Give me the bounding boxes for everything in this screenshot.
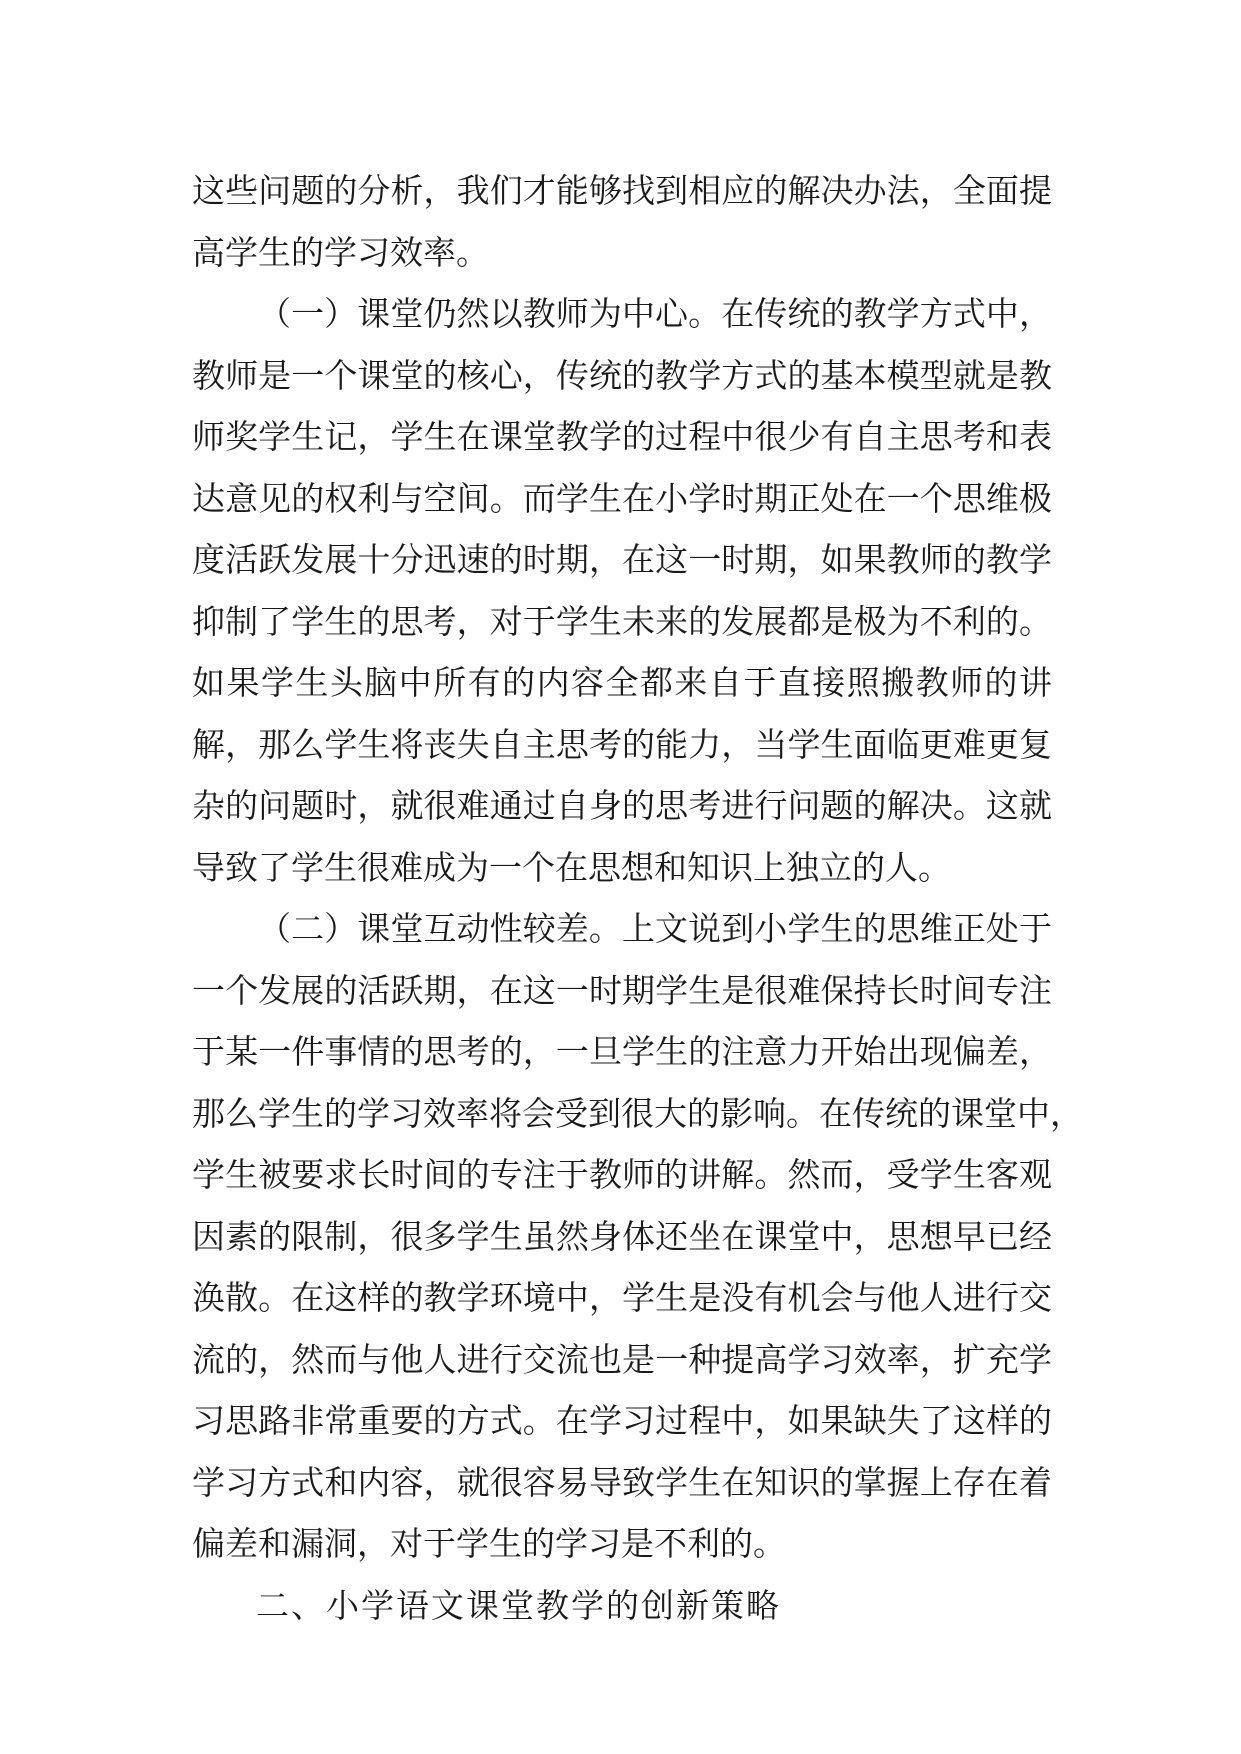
paragraph-line: 导致了学生很难成为一个在思想和知识上独立的人。 [192,847,951,887]
paragraph-line: 学习方式和内容，就很容易导致学生在知识的掌握上存在着 [192,1462,1052,1502]
paragraph-line: 偏差和漏洞，对于学生的学习是不利的。 [192,1524,786,1563]
paragraph-line: 这些问题的分析，我们才能够找到相应的解决办法，全面提 [192,171,1052,210]
paragraph-line: 抑制了学生的思考，对于学生未来的发展都是极为不利的。 [192,601,1052,641]
paragraph-line: （二）课堂互动性较差。上文说到小学生的思维正处于 [258,909,1052,948]
paragraph-line: 流的，然而与他人进行交流也是一种提高学习效率，扩充学 [192,1339,1052,1379]
paragraph-line: 那么学生的学习效率将会受到很大的影响。在传统的课堂中， [192,1093,1083,1133]
body-text [192,160,1083,1636]
paragraph-line: （一）课堂仍然以教师为中心。在传统的教学方式中， [258,294,1052,333]
paragraph-line: 如果学生头脑中所有的内容全都来自于直接照搬教师的讲 [192,663,1052,702]
paragraph-line: 解，那么学生将丧失自主思考的能力，当学生面临更难更复 [192,724,1052,764]
paragraph-line: 一个发展的活跃期，在这一时期学生是很难保持长时间专注 [192,970,1052,1010]
paragraph-line: 达意见的权利与空间。而学生在小学时期正处在一个思维极 [192,478,1052,518]
paragraph-line: 因素的限制，很多学生虽然身体还坐在课堂中，思想早已经 [192,1216,1052,1256]
section-heading: 二、小学语文课堂教学的创新策略 [256,1585,781,1625]
paragraph-line: 度活跃发展十分迅速的时期，在这一时期，如果教师的教学 [192,540,1052,579]
paragraph-line: 师奖学生记，学生在课堂教学的过程中很少有自主思考和表 [192,417,1052,456]
paragraph-line: 学生被要求长时间的专注于教师的讲解。然而，受学生客观 [192,1155,1052,1194]
paragraph-line: 于某一件事情的思考的，一旦学生的注意力开始出现偏差， [192,1032,1052,1071]
paragraph-line: 高学生的学习效率。 [192,232,489,272]
paragraph-line: 教师是一个课堂的核心，传统的教学方式的基本模型就是教 [192,355,1052,395]
paragraph-line: 涣散。在这样的教学环境中，学生是没有机会与他人进行交 [192,1278,1052,1317]
paragraph-line: 习思路非常重要的方式。在学习过程中，如果缺失了这样的 [192,1401,1052,1440]
paragraph-line: 杂的问题时，就很难通过自身的思考进行问题的解决。这就 [192,786,1052,825]
